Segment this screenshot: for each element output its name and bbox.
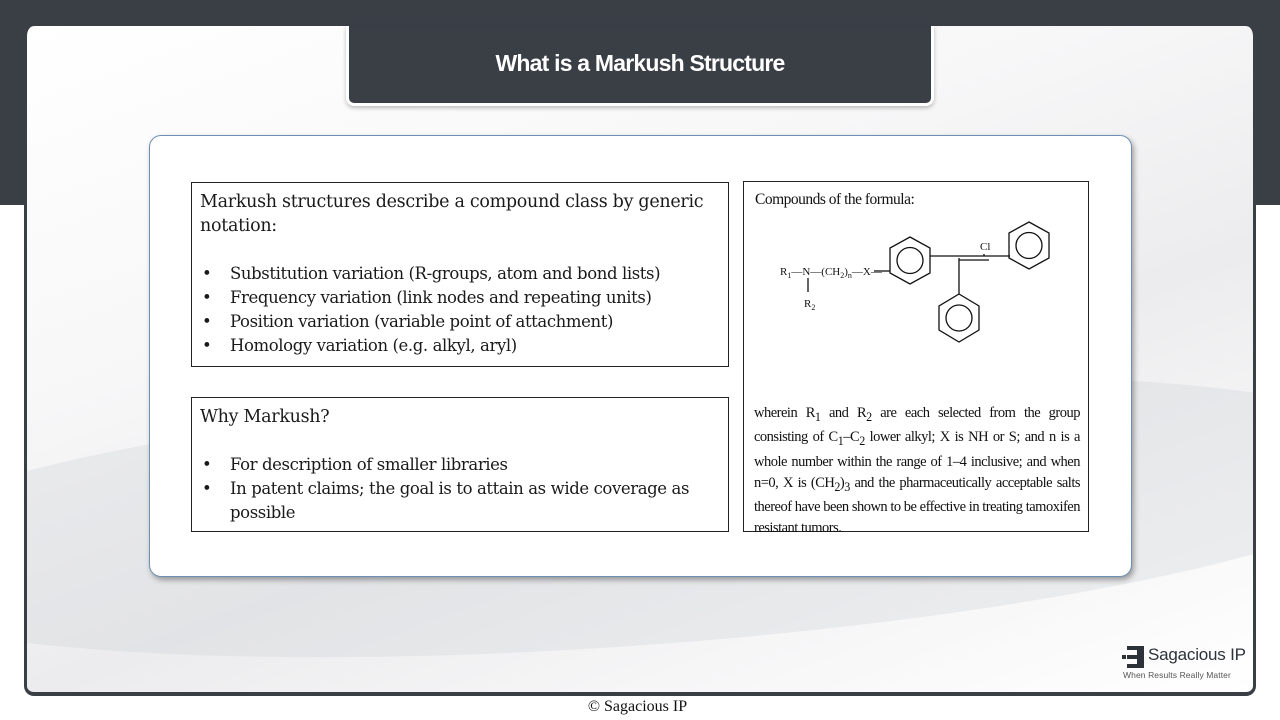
bullet-item: • In patent claims; the goal is to attain as wide coverage as possible bbox=[200, 477, 720, 525]
benzene-ring-right bbox=[1009, 222, 1049, 269]
bullet-item: • Substitution variation (R-groups, atom and bond lists) bbox=[200, 262, 720, 286]
markush-figure bbox=[743, 181, 1089, 536]
intro-box bbox=[191, 182, 729, 367]
benzene-ring-left bbox=[890, 237, 930, 284]
page-title: What is a Markush Structure bbox=[495, 50, 785, 76]
why-box bbox=[191, 397, 729, 532]
title-tab bbox=[346, 26, 934, 106]
logo-mark-icon bbox=[1122, 646, 1146, 668]
figure-caption: wherein $R_1$ and $R_2$ are each selected from the group consisting of $C_1-C_2$ lower alkyl; X is NH or S; and n is a whole number within the range of 1–4 inclusive; and when n=0, X is $(CH_2)_3$ and the pharmaceutically acceptable salts thereof have been shown to be effective in treating tamoxifen resistant tumors. bbox=[754, 405, 1081, 536]
cl-label: Cl bbox=[980, 241, 991, 253]
r2-label: $R_2$ bbox=[804, 298, 816, 312]
aromatic-circle bbox=[946, 305, 972, 331]
bullet-item: • For description of smaller libraries bbox=[200, 453, 720, 477]
bullet-item: • Homology variation (e.g. alkyl, aryl) bbox=[200, 334, 720, 358]
logo-name: Sagacious IP bbox=[1148, 645, 1246, 664]
aromatic-circle bbox=[1016, 233, 1042, 259]
figure-heading: Compounds of the formula: bbox=[755, 191, 915, 208]
benzene-ring-bottom bbox=[939, 294, 979, 342]
bullet-item: • Position variation (variable point of attachment) bbox=[200, 310, 720, 334]
why-bullet-list bbox=[200, 453, 720, 525]
company-logo bbox=[1122, 646, 1247, 684]
intro-bullet-list bbox=[200, 262, 720, 358]
chemical-structure-diagram bbox=[744, 212, 1090, 392]
r1-label: $R_1—N—(CH_2)_n—X—$ bbox=[780, 266, 882, 280]
why-title: Why Markush? bbox=[200, 407, 330, 427]
bond-lines bbox=[808, 222, 1049, 342]
aromatic-circle bbox=[897, 248, 923, 274]
bullet-item: • Frequency variation (link nodes and repeating units) bbox=[200, 286, 720, 310]
footer-copyright: © Sagacious IP bbox=[587, 698, 688, 715]
intro-text: Markush structures describe a compound class by generic notation: bbox=[200, 192, 704, 236]
logo-tagline: When Results Really Matter bbox=[1123, 670, 1231, 680]
